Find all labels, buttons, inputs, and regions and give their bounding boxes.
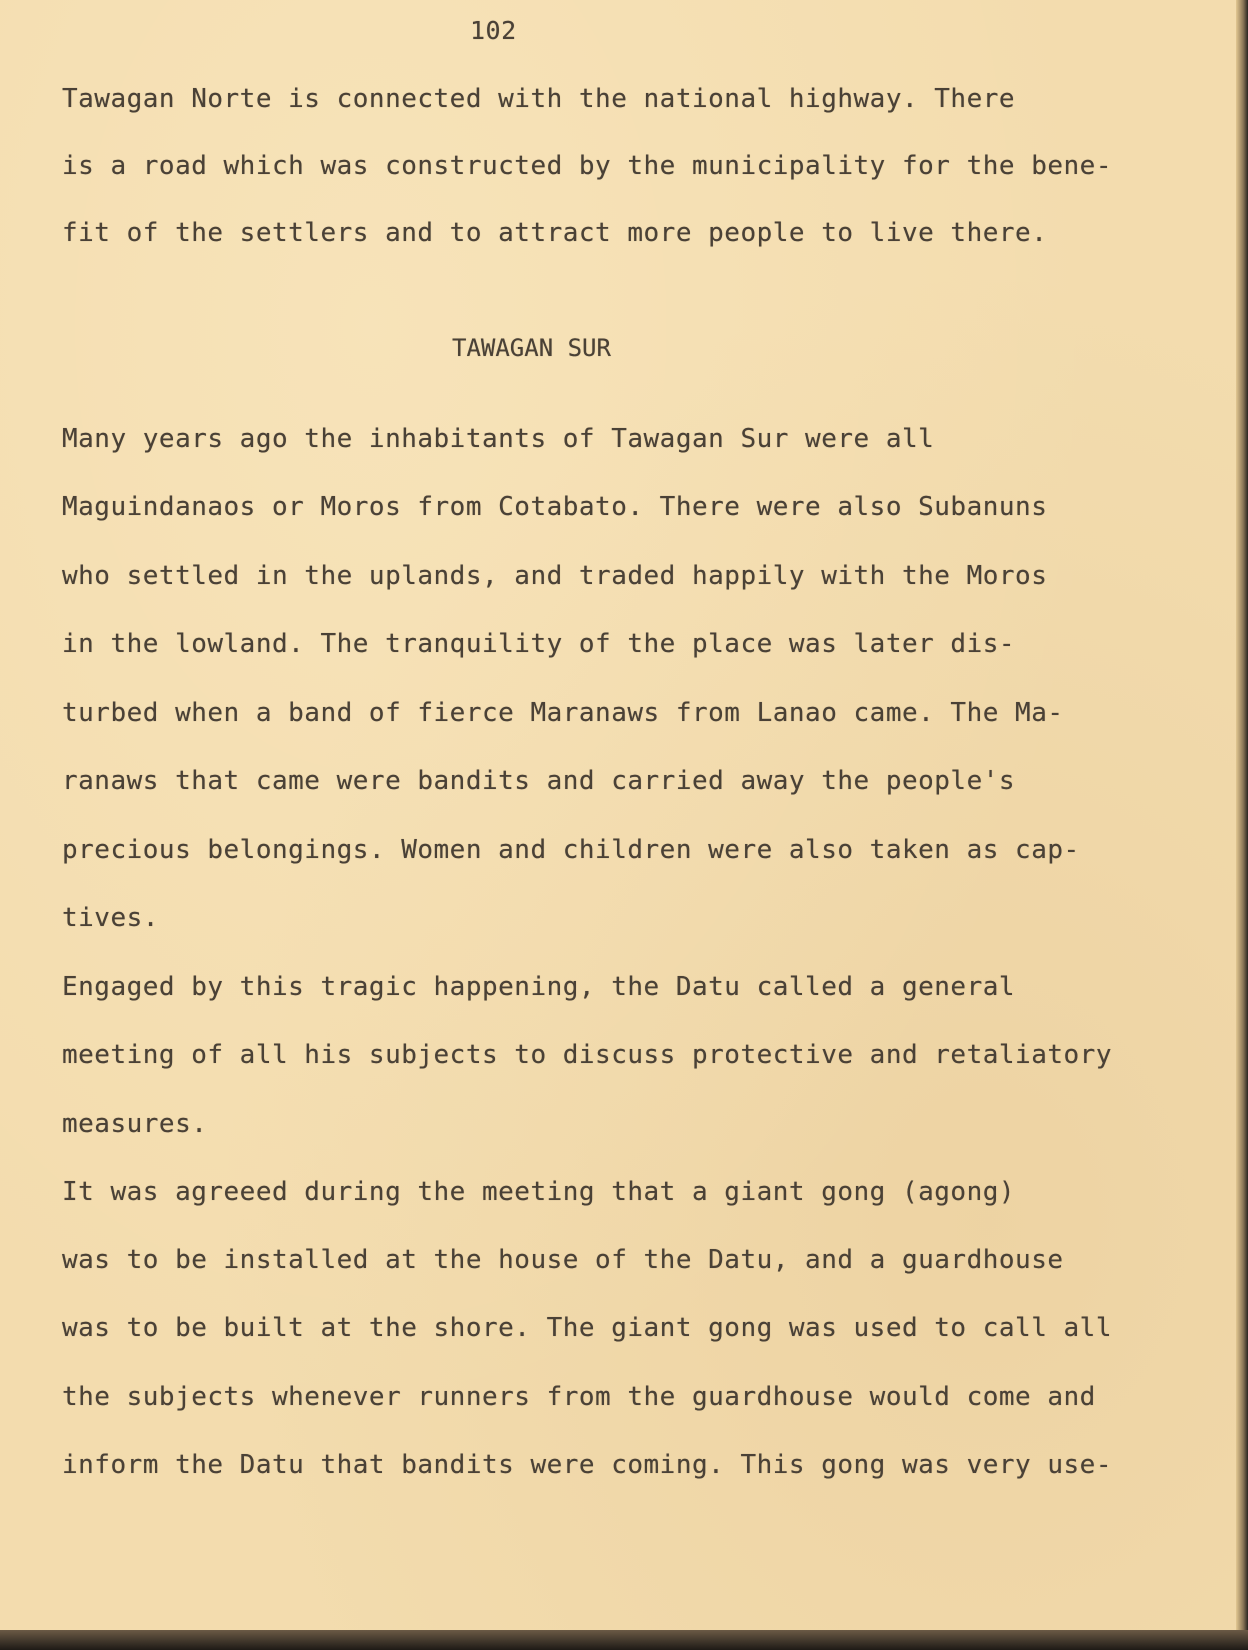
paragraph-1-line-1: Tawagan Norte is connected with the national highway. There — [62, 84, 1016, 114]
paragraph-2-line-4: in the lowland. The tranquility of the place was later dis- — [62, 629, 1016, 659]
paragraph-2-line-5: turbed when a band of fierce Maranaws from Lanao came. The Ma- — [62, 698, 1064, 728]
paragraph-3-line-3: measures. — [62, 1109, 208, 1139]
paragraph-3-line-1: Engaged by this tragic happening, the Datu called a general — [62, 972, 1016, 1002]
paragraph-2-line-1: Many years ago the inhabitants of Tawagan Sur were all — [62, 424, 935, 454]
paragraph-4-line-1: It was agreeed during the meeting that a giant gong (agong) — [62, 1177, 1016, 1207]
paragraph-4-line-4: the subjects whenever runners from the guardhouse would come and — [62, 1382, 1096, 1412]
paragraph-1-line-3: fit of the settlers and to attract more people to live there. — [62, 218, 1048, 248]
paragraph-2-line-3: who settled in the uplands, and traded happily with the Moros — [62, 561, 1048, 591]
section-heading: TAWAGAN SUR — [452, 334, 611, 362]
paragraph-2-line-8: tives. — [62, 903, 159, 933]
paragraph-2-line-6: ranaws that came were bandits and carried away the people's — [62, 766, 1016, 796]
paragraph-2-line-7: precious belongings. Women and children were also taken as cap- — [62, 835, 1080, 865]
paragraph-4-line-5: inform the Datu that bandits were coming. This gong was very use- — [62, 1450, 1112, 1480]
paragraph-2-line-2: Maguindanaos or Moros from Cotabato. There were also Subanuns — [62, 492, 1048, 522]
paragraph-4-line-2: was to be installed at the house of the Datu, and a guardhouse — [62, 1245, 1064, 1275]
paragraph-4-line-3: was to be built at the shore. The giant gong was used to call all — [62, 1313, 1112, 1343]
page-bottom-edge — [0, 1630, 1248, 1650]
paragraph-3-line-2: meeting of all his subjects to discuss protective and retaliatory — [62, 1040, 1112, 1070]
page-right-edge — [1236, 0, 1248, 1650]
page-number: 102 — [470, 16, 517, 45]
paragraph-1-line-2: is a road which was constructed by the municipality for the bene- — [62, 151, 1112, 181]
